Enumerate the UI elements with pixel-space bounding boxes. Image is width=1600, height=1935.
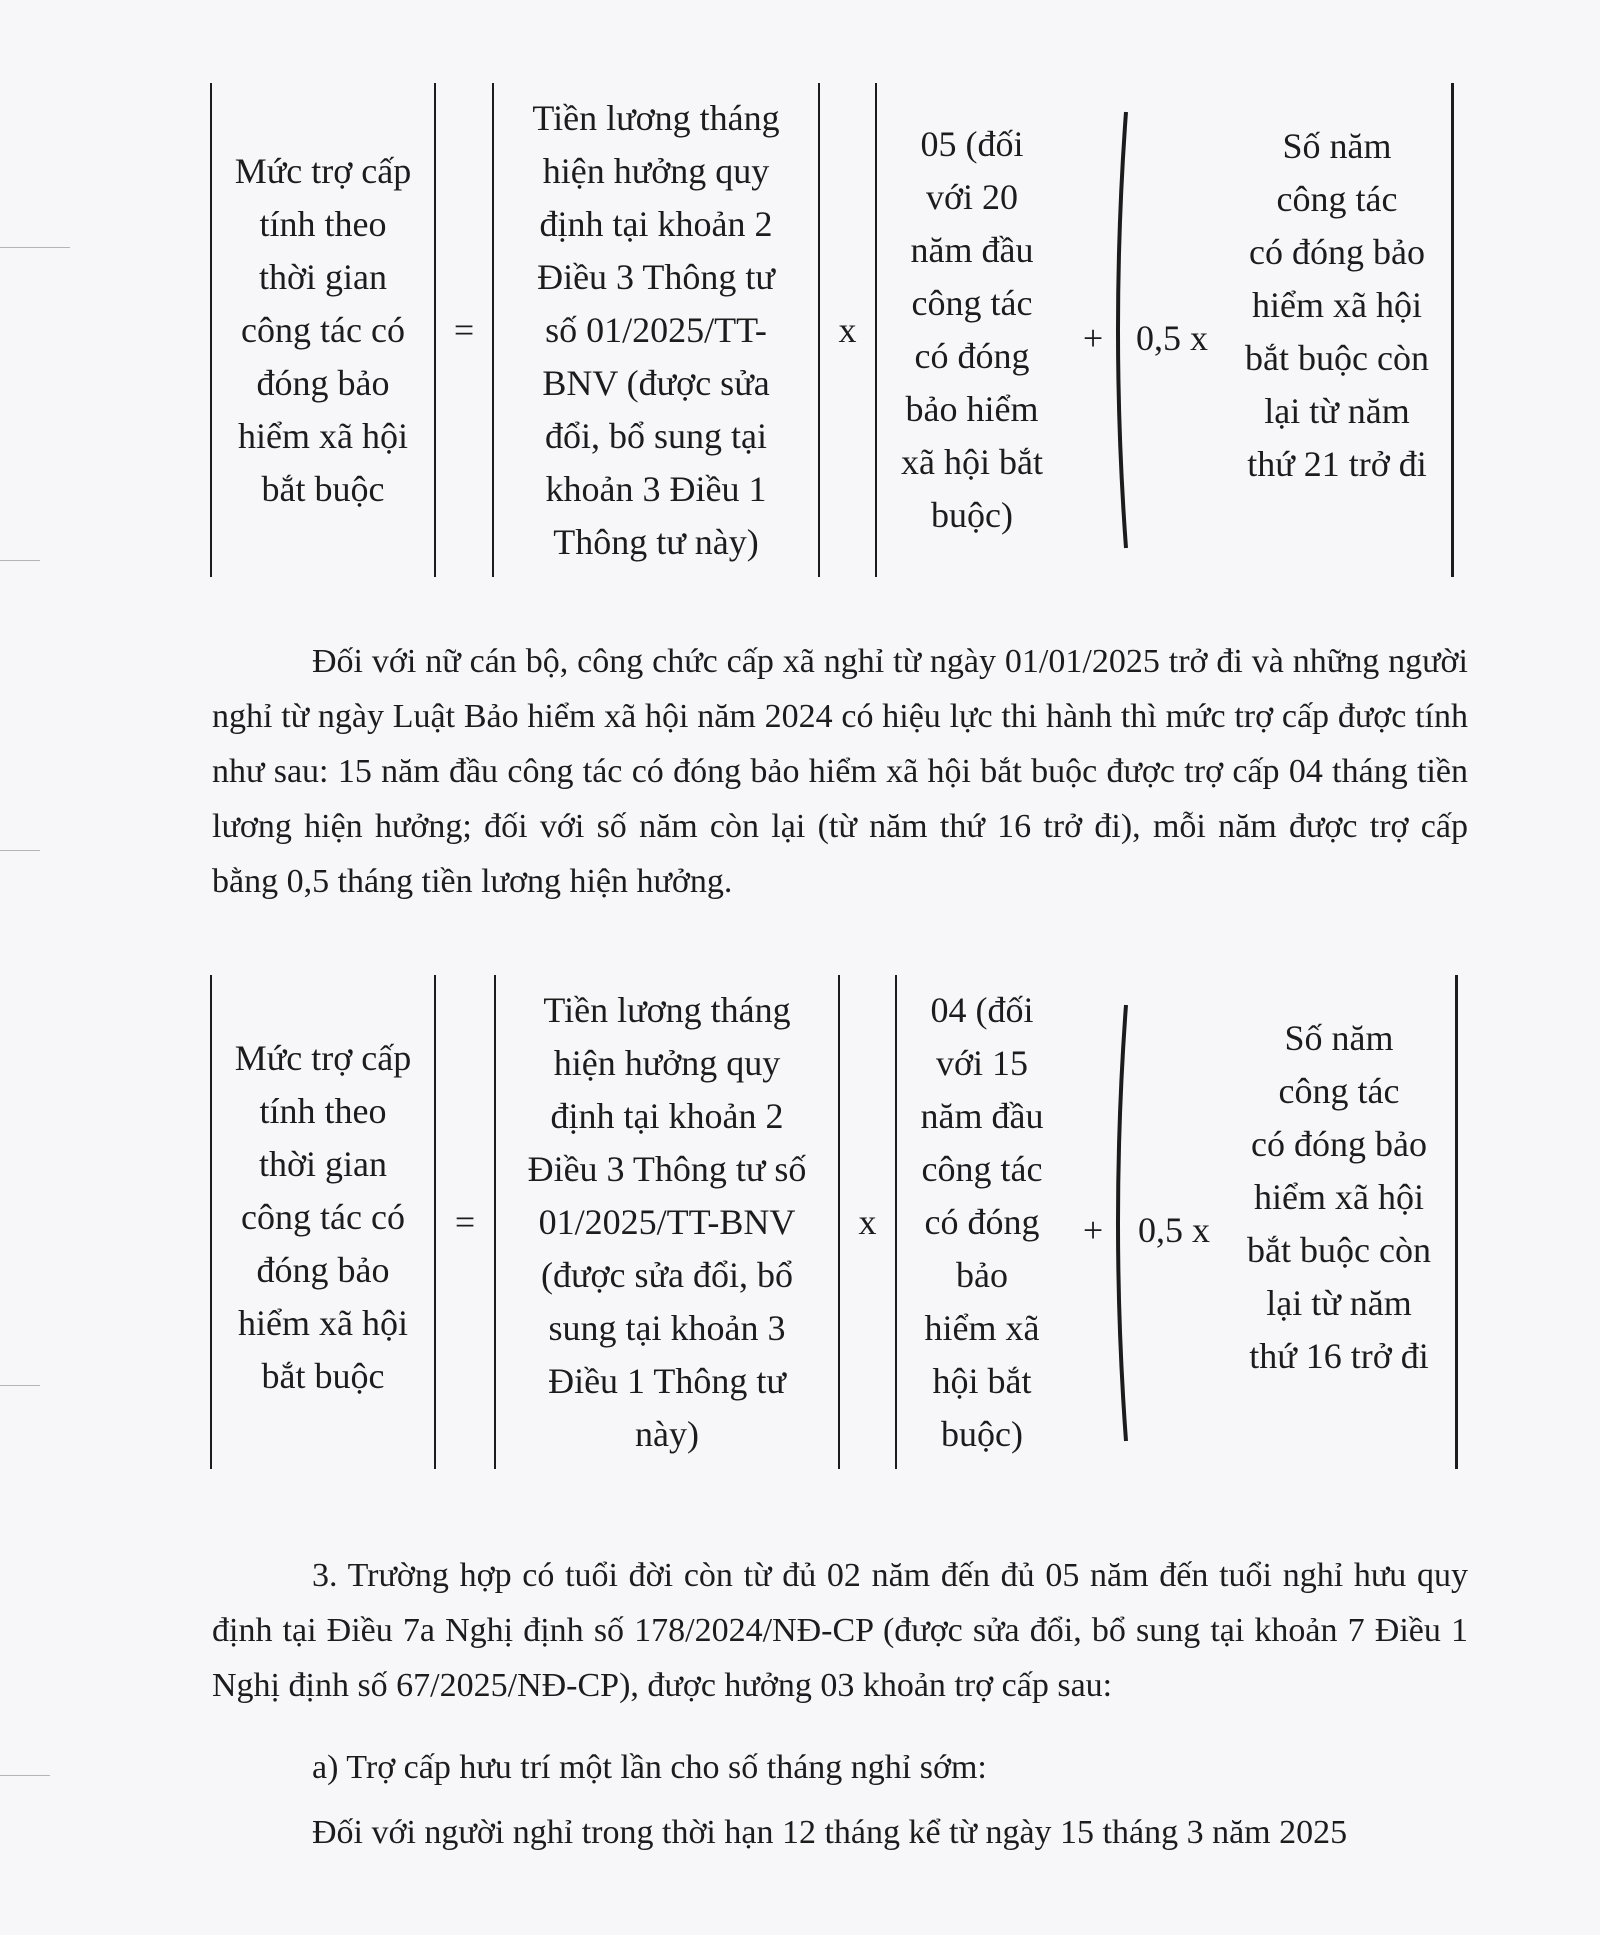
months-line: 05 (đối bbox=[920, 124, 1024, 164]
months-cell bbox=[877, 83, 1067, 577]
scan-mark bbox=[0, 247, 70, 248]
years-line: bắt buộc còn bbox=[1247, 1229, 1431, 1270]
salary-line: định tại khoản 2 bbox=[550, 1095, 784, 1136]
months-line: công tác bbox=[921, 1148, 1043, 1189]
years-cell bbox=[1222, 83, 1452, 577]
salary-cell bbox=[496, 975, 838, 1469]
months-line: có đóng bbox=[914, 336, 1030, 376]
lhs-line: công tác có bbox=[241, 309, 405, 350]
lhs-line: thời gian bbox=[258, 256, 387, 297]
years-line: thứ 21 trở đi bbox=[1247, 443, 1427, 484]
scan-mark bbox=[0, 560, 40, 561]
lhs-line: bắt buộc bbox=[261, 1355, 385, 1396]
years-line: thứ 16 trở đi bbox=[1249, 1335, 1429, 1376]
equals-sign: = bbox=[454, 1201, 476, 1242]
years-line: bắt buộc còn bbox=[1245, 337, 1429, 378]
coefficient: 0,5 x bbox=[1138, 1210, 1210, 1250]
months-line: hội bắt bbox=[932, 1360, 1032, 1401]
months-line: bảo bbox=[956, 1254, 1008, 1295]
salary-line: Tiền lương tháng bbox=[532, 97, 780, 138]
months-line: buộc) bbox=[931, 495, 1013, 535]
coefficient: 0,5 x bbox=[1136, 318, 1208, 358]
salary-line: đổi, bổ sung tại bbox=[545, 415, 767, 456]
months-line: buộc) bbox=[941, 1413, 1023, 1454]
salary-cell bbox=[494, 83, 818, 577]
lhs-line: tính theo bbox=[259, 1090, 387, 1131]
months-line: công tác bbox=[911, 283, 1033, 323]
months-line: có đóng bbox=[924, 1201, 1040, 1242]
salary-line: BNV (được sửa bbox=[542, 362, 770, 403]
plus-sign: + bbox=[1082, 1210, 1104, 1250]
equals-sign: = bbox=[453, 309, 475, 350]
salary-line: khoản 3 Điều 1 bbox=[545, 468, 767, 509]
salary-line: Điều 3 Thông tư số bbox=[527, 1148, 807, 1189]
paragraph-text: 3. Trường hợp có tuổi đời còn từ đủ 02 năm đến đủ 05 năm đến tuổi nghỉ hưu quy định tại Điều 7a Nghị định số 178/2024/NĐ-CP (được sửa đổi, bổ sung tại khoản 7 Điều 1 Nghị định số 67/2025/NĐ-CP), được hưởng 03 khoản trợ cấp sau: bbox=[212, 1557, 1468, 1704]
salary-line: sung tại khoản 3 bbox=[548, 1307, 786, 1348]
salary-line: hiện hưởng quy bbox=[553, 1042, 781, 1083]
lhs-line: đóng bảo bbox=[256, 362, 390, 403]
lhs-line: Mức trợ cấp bbox=[234, 1037, 412, 1078]
salary-line: số 01/2025/TT- bbox=[545, 309, 767, 350]
years-line: công tác bbox=[1276, 178, 1398, 219]
lhs-line: hiểm xã hội bbox=[238, 415, 408, 456]
years-line: công tác bbox=[1278, 1070, 1400, 1111]
lhs-line: Mức trợ cấp bbox=[234, 150, 412, 191]
years-line: lại từ năm bbox=[1266, 1282, 1412, 1323]
scan-mark bbox=[0, 1775, 50, 1776]
years-line: Số năm bbox=[1282, 125, 1392, 166]
years-line: có đóng bảo bbox=[1249, 231, 1425, 272]
lhs-line: tính theo bbox=[259, 203, 387, 244]
months-line: bảo hiểm bbox=[905, 389, 1039, 429]
lhs-line: thời gian bbox=[258, 1143, 387, 1184]
months-line: năm đầu bbox=[920, 1095, 1044, 1136]
lhs-cell bbox=[212, 975, 434, 1469]
lhs-line: hiểm xã hội bbox=[238, 1302, 408, 1343]
times-sign: x bbox=[838, 309, 857, 350]
salary-line: này) bbox=[635, 1413, 699, 1454]
lhs-cell bbox=[212, 83, 434, 577]
scan-mark bbox=[0, 1385, 40, 1386]
paragraph-item-3 bbox=[212, 1548, 1468, 1713]
months-line: với 15 bbox=[935, 1042, 1029, 1083]
years-cell bbox=[1224, 975, 1454, 1469]
months-line: xã hội bắt bbox=[901, 442, 1043, 482]
times-sign: x bbox=[858, 1201, 877, 1242]
salary-line: 01/2025/TT-BNV bbox=[538, 1201, 796, 1242]
months-line: năm đầu bbox=[910, 230, 1034, 270]
months-line: 04 (đối bbox=[930, 989, 1034, 1030]
months-line: với 20 bbox=[925, 177, 1019, 217]
paragraph-text: Đối với nữ cán bộ, công chức cấp xã nghỉ từ ngày 01/01/2025 trở đi và những người nghỉ từ ngày Luật Bảo hiểm xã hội năm 2024 có hiệu lực thi hành thì mức trợ cấp được tính như sau: 15 năm đầu công tác có đóng bảo hiểm xã hội bắt buộc được trợ cấp 04 tháng tiền lương hiện hưởng; đối với số năm còn lại (từ năm thứ 16 trở đi), mỗi năm được trợ cấp bằng 0,5 tháng tiền lương hiện hưởng. bbox=[212, 643, 1468, 900]
years-line: lại từ năm bbox=[1264, 390, 1410, 431]
paragraph-women-officials bbox=[212, 634, 1468, 909]
years-line: hiểm xã hội bbox=[1252, 284, 1422, 325]
lhs-line: đóng bảo bbox=[256, 1249, 390, 1290]
salary-line: (được sửa đổi, bổ bbox=[540, 1254, 794, 1295]
salary-line: hiện hưởng quy bbox=[542, 150, 770, 191]
lhs-line: bắt buộc bbox=[261, 468, 385, 509]
plus-sign: + bbox=[1082, 318, 1104, 358]
salary-line: Điều 1 Thông tư bbox=[548, 1360, 786, 1401]
scan-mark bbox=[0, 850, 40, 851]
years-line: hiểm xã hội bbox=[1254, 1176, 1424, 1217]
months-line: hiểm xã bbox=[924, 1307, 1040, 1348]
formula-divider bbox=[1455, 975, 1458, 1469]
years-line: Số năm bbox=[1284, 1017, 1394, 1058]
lhs-line: công tác có bbox=[241, 1196, 405, 1237]
paragraph-early-retirement: Đối với người nghỉ trong thời hạn 12 tháng kể từ ngày 15 tháng 3 năm 2025 bbox=[312, 1814, 1348, 1851]
item-a-heading: a) Trợ cấp hưu trí một lần cho số tháng nghỉ sớm: bbox=[312, 1749, 987, 1786]
salary-line: Điều 3 Thông tư bbox=[537, 256, 775, 297]
months-cell bbox=[897, 975, 1067, 1469]
years-line: có đóng bảo bbox=[1251, 1123, 1427, 1164]
salary-line: Tiền lương tháng bbox=[543, 989, 791, 1030]
salary-line: Thông tư này) bbox=[553, 521, 759, 562]
salary-line: định tại khoản 2 bbox=[539, 203, 773, 244]
